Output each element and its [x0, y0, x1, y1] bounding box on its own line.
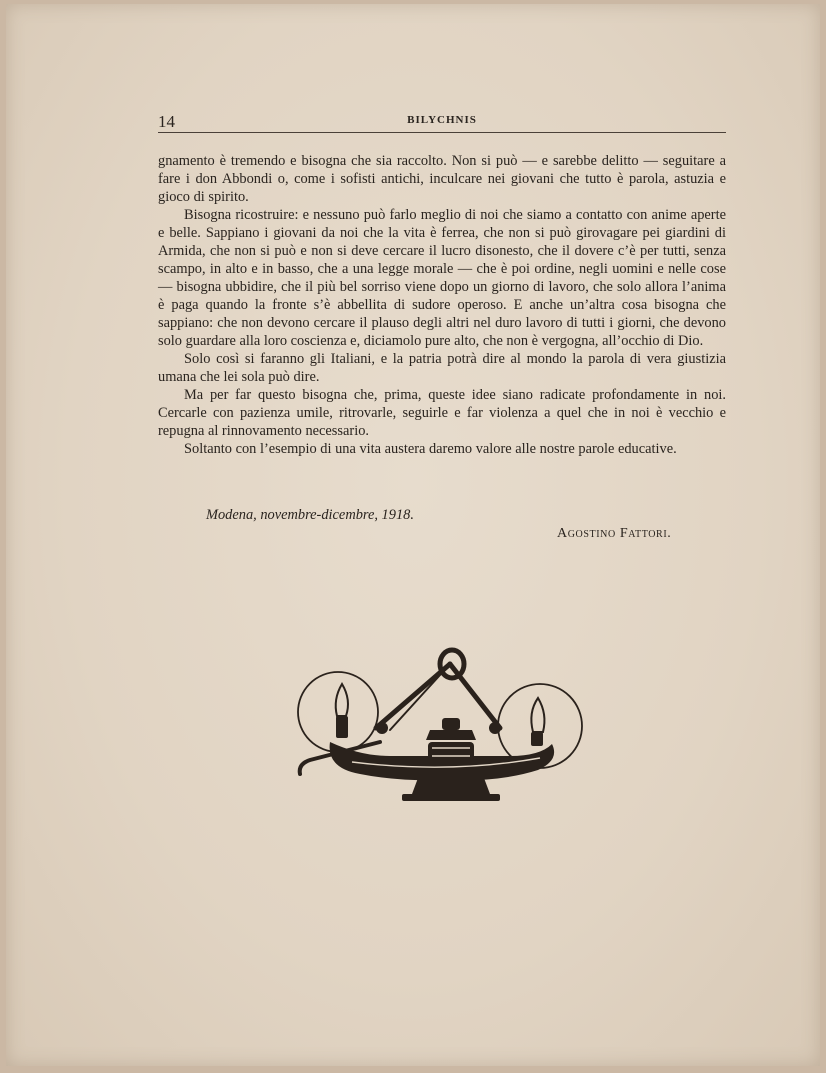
page-number: 14 — [158, 112, 175, 131]
dateline: Modena, novembre-dicembre, 1918. — [206, 507, 414, 523]
author-signature: Agostino Fattori. — [557, 526, 672, 541]
paragraph: Solo così si faranno gli Italiani, e la patria potrà dire al mondo la parola di vera giustizia umana che lei sola può dire. — [158, 351, 726, 385]
paragraph: Soltanto con l’esempio di una vita austera daremo valore alle nostre parole educative. — [184, 441, 677, 457]
article-body — [158, 152, 726, 458]
running-title: BILYCHNIS — [407, 114, 477, 126]
paragraph: gnamento è tremendo e bisogna che sia raccolto. Non si può — e sarebbe delitto — seguitare a fare i don Abbondi o, come i sofisti antichi, inculcare nei giovani che tutto è parola, astuzia e gioco di spirito. — [158, 153, 726, 205]
paragraph: Bisogna ricostruire: e nessuno può farlo meglio di noi che siamo a contatto con anime aperte e belle. Sappiano i giovani da noi che la vita è ferrea, che non si può girovagare pei giardini di Armida, che non si può e non si deve cercare il lucro disonesto, che il dovere c’è per tutti, senza scampo, in alto e in basso, che a una legge morale — che è poi ordine, negli uomini e nelle cose — bisogna ubbidire, che il più bel sorriso viene dopo un giorno di lavoro, che solo allora l’anima è paga quando la fronte s’è abbellita di sudore operoso. E anche un’altra cosa bisogna che sappiano: che non devono cercare il plauso degli altri nel duro lavoro di tutti i giorni, che devono solo guardare alla loro coscienza e, diciamolo pure alto, che non è vergogna, all’occhio di Dio. — [158, 207, 726, 349]
page — [6, 4, 820, 1066]
paragraph: Ma per far questo bisogna che, prima, queste idee siano radicate profondamente in noi. Cercarle con pazienza umile, ritrovarle, seguirle e far violenza a quel che in noi è vecchio e repugna al rinnovamento necessario. — [158, 387, 726, 439]
running-header — [158, 112, 726, 133]
oil-lamp-icon — [290, 644, 590, 814]
